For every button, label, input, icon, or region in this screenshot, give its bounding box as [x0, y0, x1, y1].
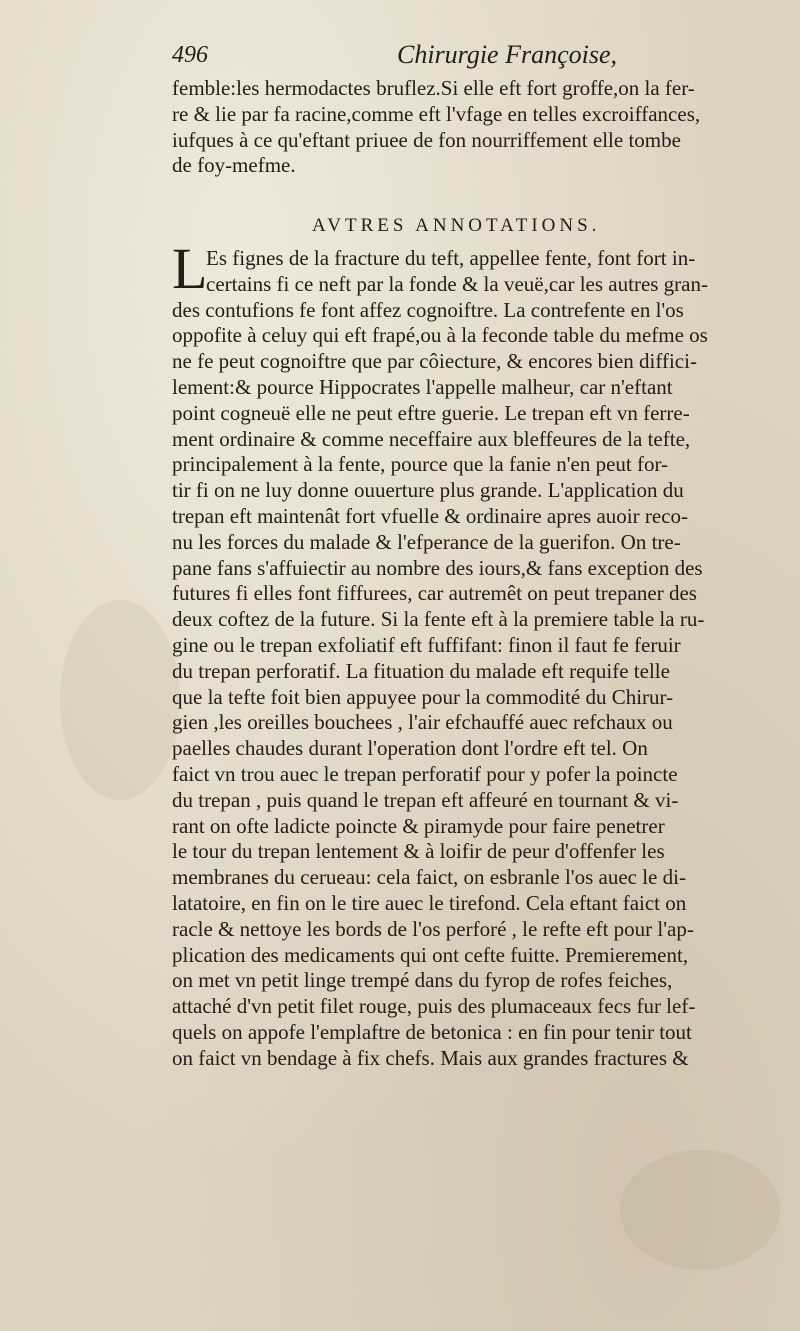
- text-line: Es fignes de la fracture du teft, appellee fente, font fort in-: [206, 246, 696, 270]
- text-line: des contufions fe font affez cognoiftre. La contrefente en l'os: [172, 297, 684, 322]
- text-line: de foy-mefme.: [172, 153, 296, 178]
- text-line: futures fi elles font fiffurees, car autremêt on peut trepaner des: [172, 581, 697, 606]
- text-line: ne fe peut cognoiftre que par côiecture, & encores bien diffici-: [172, 349, 697, 374]
- paper-stain: [60, 600, 180, 800]
- text-line: pane fans s'affuiectir au nombre des iours,& fans exception des: [172, 555, 703, 580]
- text-line: du trepan perforatif. La fituation du malade eft requife telle: [172, 658, 670, 683]
- drop-cap: L: [172, 236, 208, 301]
- text-line: gine ou le trepan exfoliatif eft fuffifant: finon il faut fe feruir: [172, 632, 681, 657]
- text-line: lement:& pource Hippocrates l'appelle malheur, car n'eftant: [172, 374, 673, 399]
- text-line: point cogneuë elle ne peut eftre guerie. Le trepan eft vn ferre-: [172, 400, 690, 425]
- text-line: nu les forces du malade & l'efperance de la guerifon. On tre-: [172, 529, 681, 554]
- text-line: latatoire, en fin on le tire auec le tirefond. Cela eftant faict on: [172, 890, 687, 915]
- text-line: que la tefte foit bien appuyee pour la commodité du Chirur-: [172, 684, 674, 709]
- text-line: on met vn petit linge trempé dans du fyrop de rofes feiches,: [172, 968, 673, 993]
- text-line: quels on appofe l'emplaftre de betonica : en fin pour tenir tout: [172, 1019, 692, 1044]
- text-line: membranes du cerueau: cela faict, on esbranle l'os auec le di-: [172, 865, 686, 890]
- text-line: trepan eft maintenât fort vfuelle & ordinaire apres auoir reco-: [172, 503, 689, 528]
- text-line: racle & nettoye les bords de l'os perforé , le refte eft pour l'ap-: [172, 916, 694, 941]
- text-line: paelles chaudes durant l'operation dont l'ordre eft tel. On: [172, 736, 648, 761]
- text-line: attaché d'vn petit filet rouge, puis des plumaceaux fecs fur lef-: [172, 994, 696, 1019]
- text-line: on faict vn bendage à fix chefs. Mais aux grandes fractures &: [172, 1045, 689, 1070]
- paper-stain: [620, 1150, 780, 1270]
- running-title: Chirurgie Françoise,: [397, 40, 618, 69]
- text-line: deux coftez de la future. Si la fente eft à la premiere table la ru-: [172, 607, 705, 632]
- text-line: plication des medicaments qui ont cefte fuitte. Premierement,: [172, 942, 689, 967]
- text-line: certains fi ce neft par la fonde & la veuë,car les autres gran-: [206, 271, 708, 296]
- text-line: tir fi on ne luy donne ouuerture plus grande. L'application du: [172, 478, 684, 503]
- text-line: iufques à ce qu'eftant priuee de fon nourriffement elle tombe: [172, 127, 681, 152]
- page-number: 496: [172, 42, 208, 68]
- text-line: rant on ofte ladicte poincte & piramyde pour faire penetrer: [172, 813, 665, 838]
- page-header: [172, 40, 772, 76]
- annotations-paragraph: [172, 236, 772, 1072]
- text-line: ment ordinaire & comme neceffaire aux bleffeures de la tefte,: [172, 426, 691, 451]
- text-line: oppofite à celuy qui eft frapé,ou à la feconde table du mefme os: [172, 323, 708, 348]
- text-line: femble:les hermodactes bruflez.Si elle eft fort groffe,on la fer-: [172, 76, 695, 100]
- intro-paragraph: [172, 76, 772, 179]
- text-line: principalement à la fente, pource que la fanie n'en peut for-: [172, 452, 669, 477]
- text-line: faict vn trou auec le trepan perforatif pour y pofer la poincte: [172, 761, 678, 786]
- section-heading: AVTRES ANNOTATIONS.: [312, 215, 601, 236]
- text-line: le tour du trepan lentement & à loifir de peur d'offenfer les: [172, 839, 665, 864]
- text-line: re & lie par fa racine,comme eft l'vfage en telles excroiffances,: [172, 101, 701, 126]
- text-line: du trepan , puis quand le trepan eft affeuré en tournant & vi-: [172, 787, 679, 812]
- text-line: gien ,les oreilles bouchees , l'air efchauffé auec refchaux ou: [172, 710, 673, 735]
